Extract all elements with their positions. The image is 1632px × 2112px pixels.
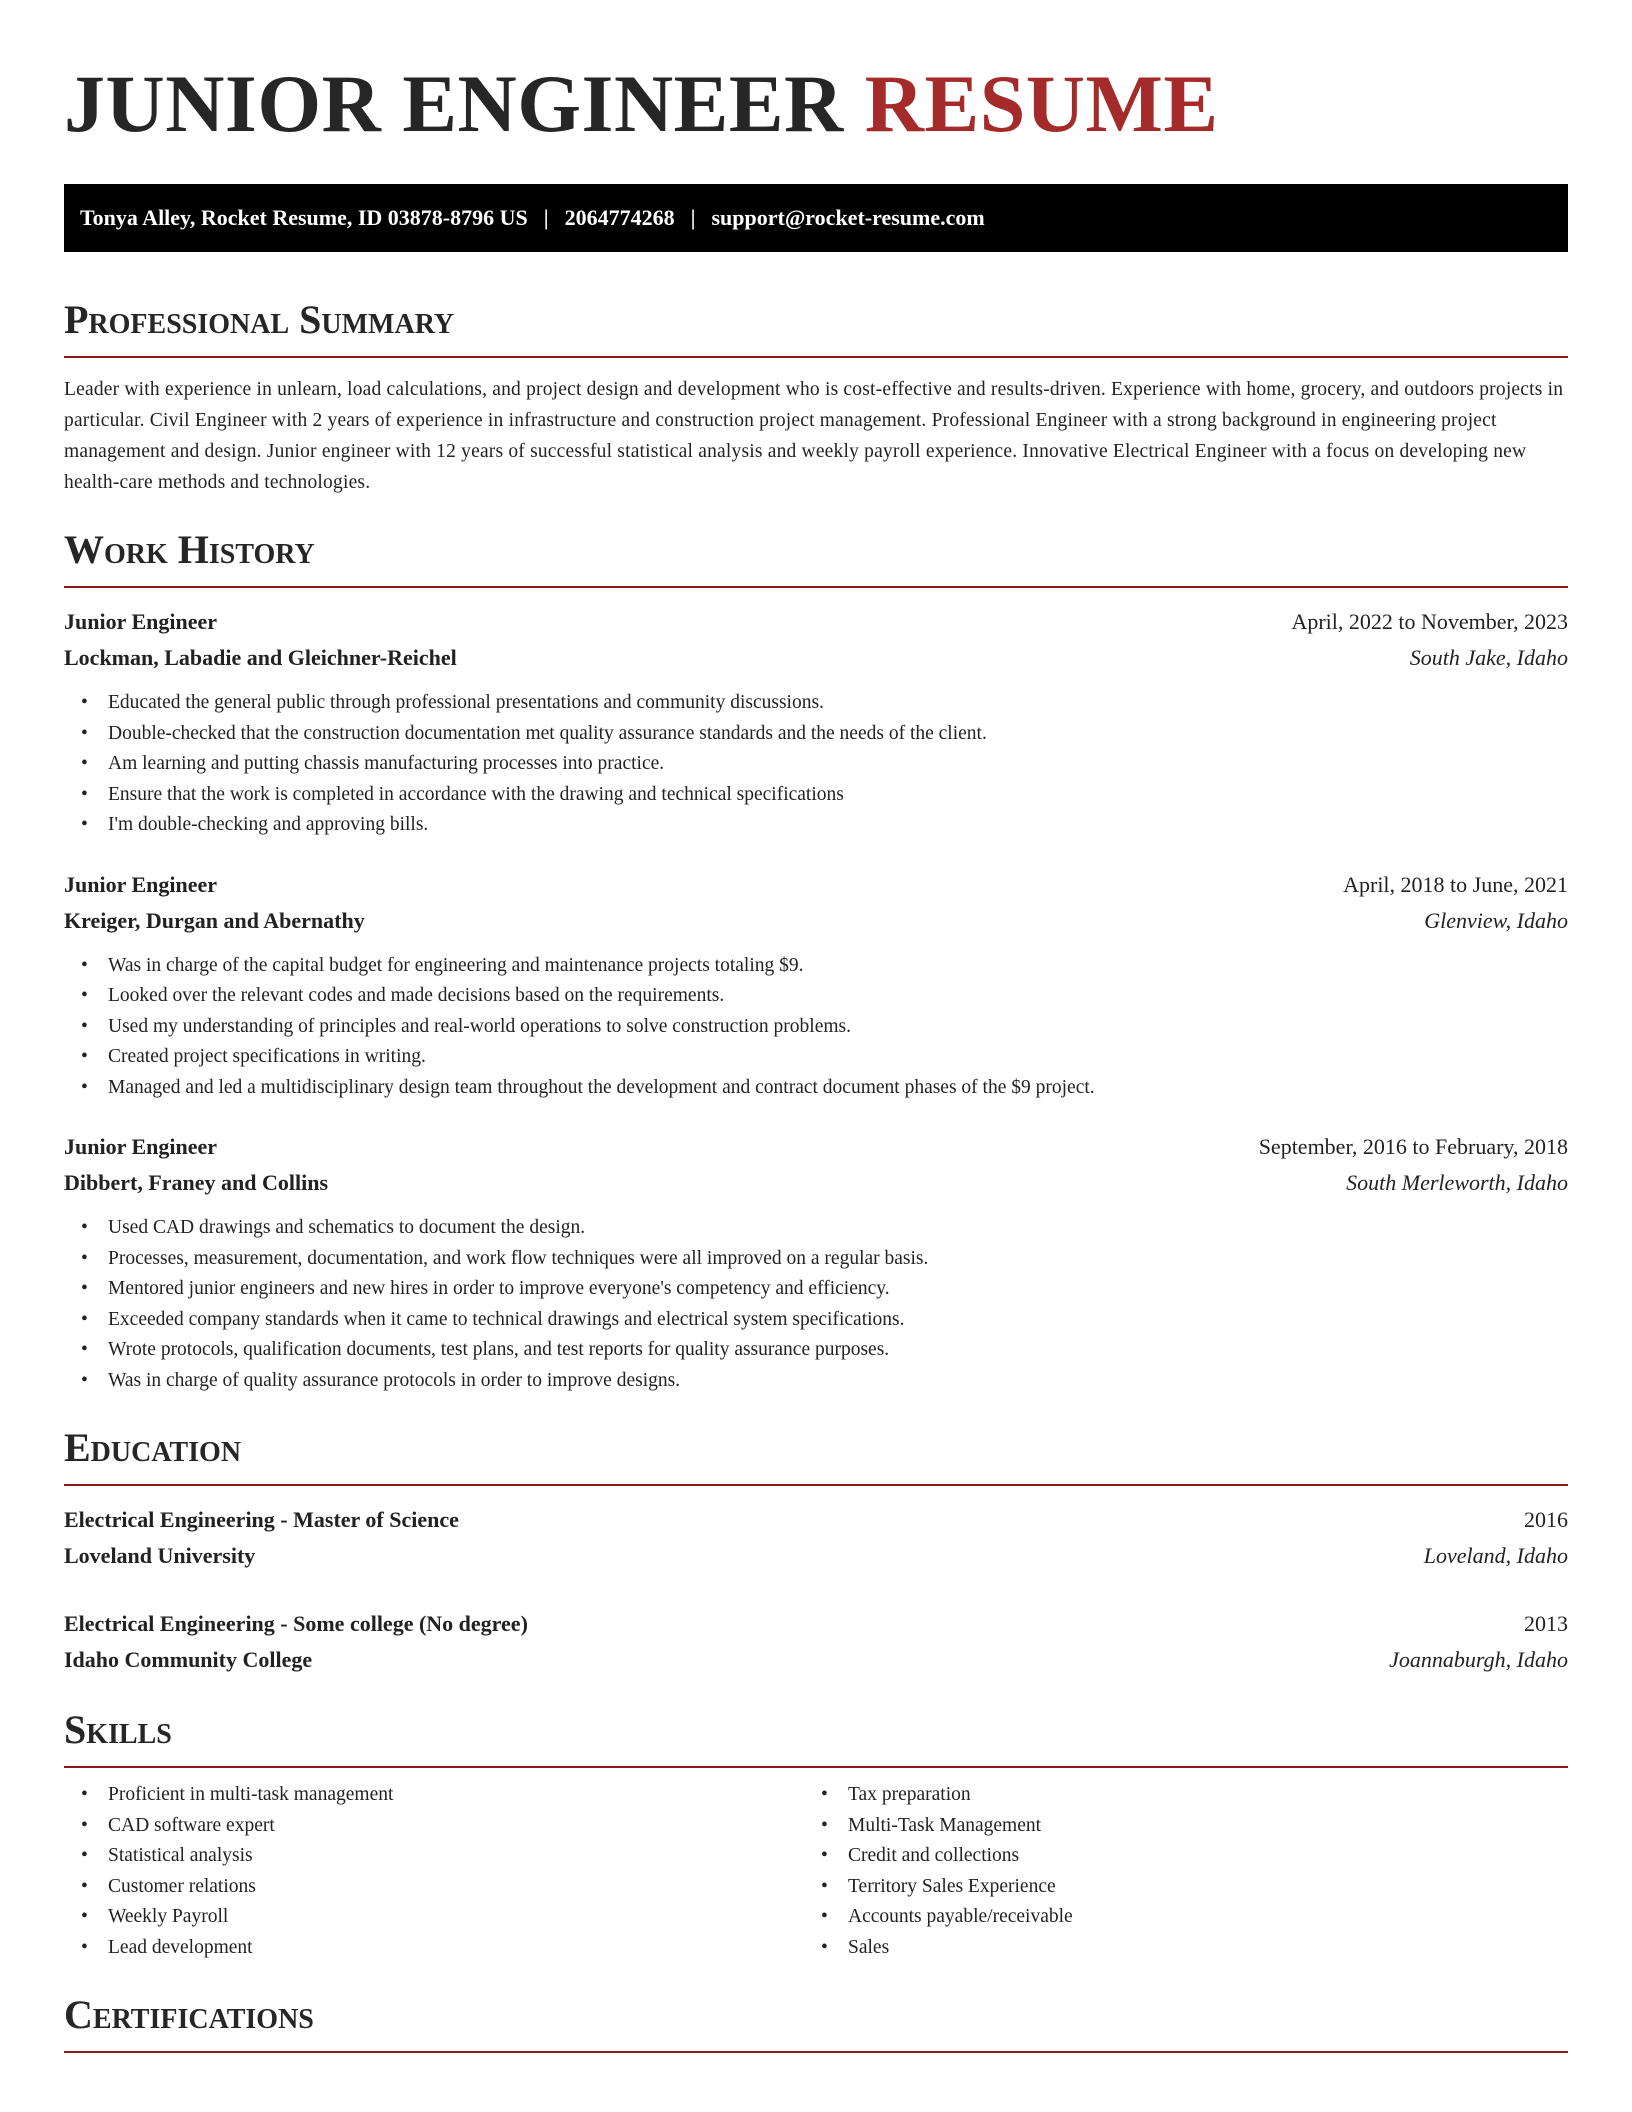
job-bullet: • Educated the general public through professional presentations and community discussions. (64, 688, 1568, 719)
job-entry (64, 867, 1568, 1104)
job-bullet: • Created project specifications in writing. (64, 1042, 1568, 1073)
skill-item: • Accounts payable/receivable (804, 1902, 1544, 1933)
education-location: Joannaburgh, Idaho (1389, 1647, 1568, 1672)
education-school-row (64, 1642, 1568, 1678)
skill-item: • Weekly Payroll (64, 1902, 804, 1933)
certifications-heading: Certifications (64, 1991, 1568, 2053)
skills-list-right (804, 1780, 1544, 1963)
job-bullet: • Managed and led a multidisciplinary design team throughout the development and contract document phases of the $9 project. (64, 1073, 1568, 1104)
job-bullets (64, 688, 1568, 841)
education-degree-row (64, 1606, 1568, 1642)
job-bullets (64, 951, 1568, 1104)
job-header-row (64, 1129, 1568, 1165)
job-title: Junior Engineer (64, 871, 218, 897)
title-main: JUNIOR ENGINEER (64, 58, 844, 149)
job-title: Junior Engineer (64, 1134, 218, 1159)
education-degree: Electrical Engineering - Master of Science (64, 1507, 459, 1532)
contact-separator: | (690, 205, 696, 230)
skills-list-left (64, 1780, 804, 1963)
certifications-section (64, 1991, 1568, 2053)
contact-separator: | (543, 205, 549, 230)
work-history-section (64, 526, 1568, 1396)
skill-item: • Credit and collections (804, 1841, 1544, 1872)
job-entry (64, 604, 1568, 841)
job-bullet: • Double-checked that the construction documentation met quality assurance standards and the needs of the client. (64, 719, 1568, 750)
job-bullet: • Was in charge of quality assurance protocols in order to improve designs. (64, 1366, 1568, 1397)
education-section (64, 1424, 1568, 1678)
skill-item: • Statistical analysis (64, 1841, 804, 1872)
job-bullet: • Exceeded company standards when it came to technical drawings and electrical system specifications. (64, 1305, 1568, 1336)
skill-item: • Tax preparation (804, 1780, 1544, 1811)
job-company: Dibbert, Franey and Collins (64, 1170, 329, 1195)
skill-item: • Sales (804, 1933, 1544, 1964)
work-history-heading: Work History (64, 526, 1568, 588)
contact-email: support@rocket-resume.com (711, 205, 985, 230)
education-degree: Electrical Engineering - Some college (No degree) (64, 1611, 528, 1636)
job-company-row (64, 640, 1568, 676)
skill-item: • CAD software expert (64, 1811, 804, 1842)
job-header-row (64, 867, 1568, 903)
job-bullets (64, 1213, 1568, 1396)
job-company: Lockman, Labadie and Gleichner-Reichel (64, 645, 457, 670)
summary-section (64, 296, 1568, 498)
skills-heading: Skills (64, 1706, 1568, 1768)
job-company-row (64, 903, 1568, 939)
education-heading: Education (64, 1424, 1568, 1486)
job-bullet: • I'm double-checking and approving bills. (64, 810, 1568, 841)
education-school-row (64, 1538, 1568, 1574)
job-bullet: • Am learning and putting chassis manufacturing processes into practice. (64, 749, 1568, 780)
resume-title (64, 58, 1568, 150)
education-location: Loveland, Idaho (1423, 1543, 1568, 1568)
skill-item: • Customer relations (64, 1872, 804, 1903)
job-dates: April, 2018 to June, 2021 (1343, 871, 1568, 897)
education-entry (64, 1502, 1568, 1574)
job-location: Glenview, Idaho (1424, 907, 1568, 933)
education-year: 2016 (1524, 1507, 1568, 1532)
education-school: Loveland University (64, 1543, 256, 1568)
skill-item: • Territory Sales Experience (804, 1872, 1544, 1903)
job-bullet: • Wrote protocols, qualification documents, test plans, and test reports for quality assurance purposes. (64, 1335, 1568, 1366)
summary-text: Leader with experience in unlearn, load calculations, and project design and development who is cost-effective and results-driven. Experience with home, grocery, and outdoors projects in particular. Civil Engineer with 2 years of experience in infrastructure and construction project management. Professional Engineer with a strong background in engineering project management and design. Junior engineer with 12 years of successful statistical analysis and weekly payroll experience. Innovative Electrical Engineer with a focus on developing new health-care methods and technologies. (64, 379, 1564, 493)
job-bullet: • Processes, measurement, documentation, and work flow techniques were all improved on a regular basis. (64, 1244, 1568, 1275)
skills-grid (64, 1780, 1568, 1963)
job-location: South Merleworth, Idaho (1346, 1170, 1568, 1195)
contact-phone: 2064774268 (564, 205, 675, 230)
job-dates: April, 2022 to November, 2023 (1291, 609, 1568, 634)
job-title: Junior Engineer (64, 609, 218, 634)
job-bullet: • Used my understanding of principles and real-world operations to solve construction problems. (64, 1012, 1568, 1043)
resume-page (64, 0, 1568, 2053)
job-header-row (64, 604, 1568, 640)
contact-bar (64, 184, 1568, 252)
job-bullet: • Was in charge of the capital budget for engineering and maintenance projects totaling $9. (64, 951, 1568, 982)
job-entry (64, 1129, 1568, 1396)
job-bullet: • Looked over the relevant codes and made decisions based on the requirements. (64, 981, 1568, 1012)
education-school: Idaho Community College (64, 1647, 313, 1672)
education-year: 2013 (1524, 1611, 1568, 1636)
education-entry (64, 1606, 1568, 1678)
summary-heading: Professional Summary (64, 296, 1568, 358)
education-degree-row (64, 1502, 1568, 1538)
skill-item: • Lead development (64, 1933, 804, 1964)
skills-section (64, 1706, 1568, 1963)
job-company: Kreiger, Durgan and Abernathy (64, 907, 365, 933)
job-location: South Jake, Idaho (1409, 645, 1568, 670)
job-dates: September, 2016 to February, 2018 (1258, 1134, 1568, 1159)
skill-item: • Proficient in multi-task management (64, 1780, 804, 1811)
skill-item: • Multi-Task Management (804, 1811, 1544, 1842)
job-bullet: • Used CAD drawings and schematics to document the design. (64, 1213, 1568, 1244)
job-company-row (64, 1165, 1568, 1201)
job-bullet: • Ensure that the work is completed in accordance with the drawing and technical specifications (64, 780, 1568, 811)
title-accent: RESUME (864, 58, 1219, 149)
job-bullet: • Mentored junior engineers and new hires in order to improve everyone's competency and efficiency. (64, 1274, 1568, 1305)
contact-address: Tonya Alley, Rocket Resume, ID 03878-8796 US (80, 205, 528, 230)
